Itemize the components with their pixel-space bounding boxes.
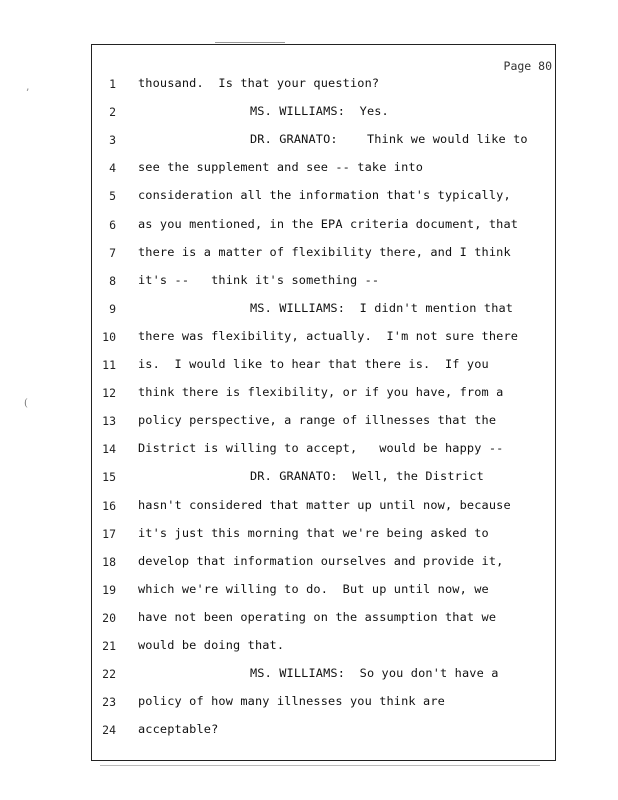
line-number: 6: [109, 217, 116, 232]
line-number: 3: [109, 133, 116, 148]
transcript-line: policy perspective, a range of illnesses that the: [138, 413, 497, 428]
line-number: 5: [109, 189, 116, 204]
line-number: 16: [102, 498, 116, 513]
margin-mark-left-upper: ’: [26, 88, 30, 99]
line-number: 21: [102, 639, 116, 653]
transcript-line: is. I would like to hear that there is. If you: [138, 357, 489, 371]
line-number: 7: [109, 245, 116, 260]
transcript-line: DR. GRANATO: Think we would like to: [250, 132, 528, 147]
transcript-page-frame: [91, 44, 556, 761]
line-number: 14: [102, 442, 116, 457]
line-number: 2: [109, 105, 116, 120]
transcript-line: see the supplement and see -- take into: [138, 160, 424, 175]
line-number: 4: [109, 161, 116, 176]
line-number: 8: [109, 273, 116, 288]
line-number: 22: [102, 667, 116, 682]
transcript-line: think there is flexibility, or if you have, from a: [138, 385, 504, 400]
line-number: 23: [102, 695, 116, 710]
line-number: 18: [102, 554, 116, 569]
transcript-line: District is willing to accept, would be happy --: [138, 441, 504, 456]
transcript-line: thousand. Is that your question?: [138, 76, 380, 90]
line-number: 11: [102, 358, 116, 372]
transcript-line: develop that information ourselves and provide it,: [138, 553, 504, 568]
transcript-line: which we're willing to do. But up until now, we: [138, 581, 489, 596]
transcript-line: it's -- think it's something --: [138, 272, 380, 287]
transcript-line: there is a matter of flexibility there, and I think: [138, 244, 511, 259]
transcript-line: it's just this morning that we're being asked to: [138, 525, 489, 540]
line-number: 17: [102, 526, 116, 541]
scan-artifact-bottom: [100, 765, 540, 766]
line-number: 13: [102, 414, 116, 429]
transcript-line: would be doing that.: [138, 638, 285, 652]
line-number: 12: [102, 386, 116, 401]
line-number: 19: [102, 582, 116, 597]
transcript-line: MS. WILLIAMS: Yes.: [250, 104, 389, 119]
transcript-line: DR. GRANATO: Well, the District: [250, 469, 484, 484]
margin-mark-left-lower: (: [24, 398, 28, 409]
transcript-line: hasn't considered that matter up until now, because: [138, 497, 511, 512]
line-number: 9: [109, 301, 116, 316]
page-number: Page 80: [503, 59, 552, 73]
transcript-line: there was flexibility, actually. I'm not sure there: [138, 328, 519, 343]
transcript-line: MS. WILLIAMS: I didn't mention that: [250, 300, 514, 315]
line-number: 20: [102, 610, 116, 625]
transcript-line: acceptable?: [138, 722, 219, 737]
line-number: 1: [109, 77, 116, 91]
scan-artifact-top: [215, 42, 285, 43]
transcript-line: consideration all the information that's typically,: [138, 188, 511, 203]
line-number: 10: [102, 329, 116, 344]
transcript-line: as you mentioned, in the EPA criteria document, that: [138, 216, 519, 231]
transcript-line: MS. WILLIAMS: So you don't have a: [250, 666, 499, 681]
transcript-line: have not been operating on the assumption that we: [138, 609, 497, 624]
line-number: 15: [102, 470, 116, 485]
line-number: 24: [102, 723, 116, 738]
transcript-line: policy of how many illnesses you think are: [138, 694, 445, 709]
